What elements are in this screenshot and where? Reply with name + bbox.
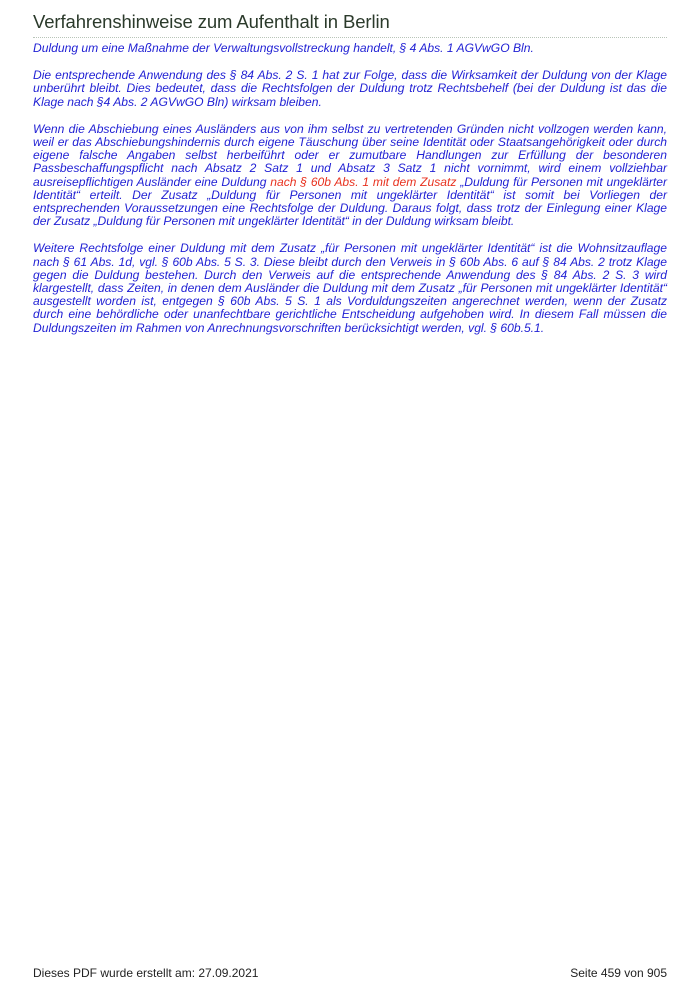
- paragraph-1: Duldung um eine Maßnahme der Verwaltungsvollstreckung handelt, § 4 Abs. 1 AGVwGO Bln.: [33, 41, 534, 55]
- paragraph-3: [33, 123, 667, 229]
- paragraph-4: Weitere Rechtsfolge einer Duldung mit dem Zusatz „für Personen mit ungeklärter Identität“ ist die Wohnsitzauflage nach § 61 Abs. 1d, vgl. § 60b Abs. 5 S. 3. Diese bleibt durch den Verweis in § 60b Abs. 6 auf § 84 Abs. 2 trotz Klage gegen die Duldung bestehen. Durch den Verweis auf die entsprechende Anwendung des § 84 Abs. 2 S. 3 wird klargestellt, dass Zeiten, in denen dem Ausländer die Duldung mit dem Zusatz „für Personen mit ungeklärter Identität“ ausgestellt worden ist, entgegen § 60b Abs. 5 S. 1 als Vorduldungszeiten angerechnet werden, wenn der Zusatz durch eine behördliche oder unanfechtbare gerichtliche Entscheidung aufgehoben wird. In diesem Fall müssen die Duldungszeiten im Rahmen von Anrechnungsvorschriften berücksichtigt werden, vgl. § 60b.5.1.: [33, 241, 667, 335]
- document-body: [33, 42, 667, 349]
- paragraph-3-text-start: Wenn die Abschiebung eines Ausländers aus von ihm selbst zu vertretenden Gründen nicht vollzogen werden kann, weil er das Abschiebungshindernis durch eigene Täuschung über seine Identität oder Staatsangehörigkeit oder durch eigene falsche Angaben selbst herbeiführt oder er zumutbare Handlungen zur Erfüllung der besonderen Passbeschaffungspflicht nach Absatz 2 Satz 1 und Absatz 3 Satz 1 nicht vornimmt, wird einem vollziehbar ausreisepflichtigen Ausländer eine Duldung: [33, 121, 667, 189]
- footer-created-date: Dieses PDF wurde erstellt am: 27.09.2021: [33, 966, 259, 980]
- paragraph-3-highlight: nach § 60b Abs. 1 mit dem Zusatz: [270, 174, 457, 189]
- page-title: Verfahrenshinweise zum Aufenthalt in Berlin: [33, 11, 390, 32]
- paragraph-2: Die entsprechende Anwendung des § 84 Abs. 2 S. 1 hat zur Folge, dass die Wirksamkeit der Duldung von der Klage unberührt bleibt. Dies bedeutet, dass die Rechtsfolgen der Duldung trotz Rechtsbehelf (bei der Duldung ist das die Klage nach §4 Abs. 2 AGVwGO Bln) wirksam bleiben.: [33, 68, 667, 109]
- footer-page-number: Seite 459 von 905: [570, 966, 667, 980]
- paragraph-3-text-end: „Duldung für Personen mit ungeklärter Identität“ erteilt. Der Zusatz „Duldung für Personen mit ungeklärter Identität“ ist somit bei Vorliegen der entsprechenden Voraussetzungen eine Rechtsfolge der Duldung. Daraus folgt, dass trotz der Einlegung einer Klage der Zusatz „Duldung für Personen mit ungeklärter Identität“ in der Duldung wirksam bleibt.: [33, 174, 667, 229]
- title-divider: [33, 37, 667, 38]
